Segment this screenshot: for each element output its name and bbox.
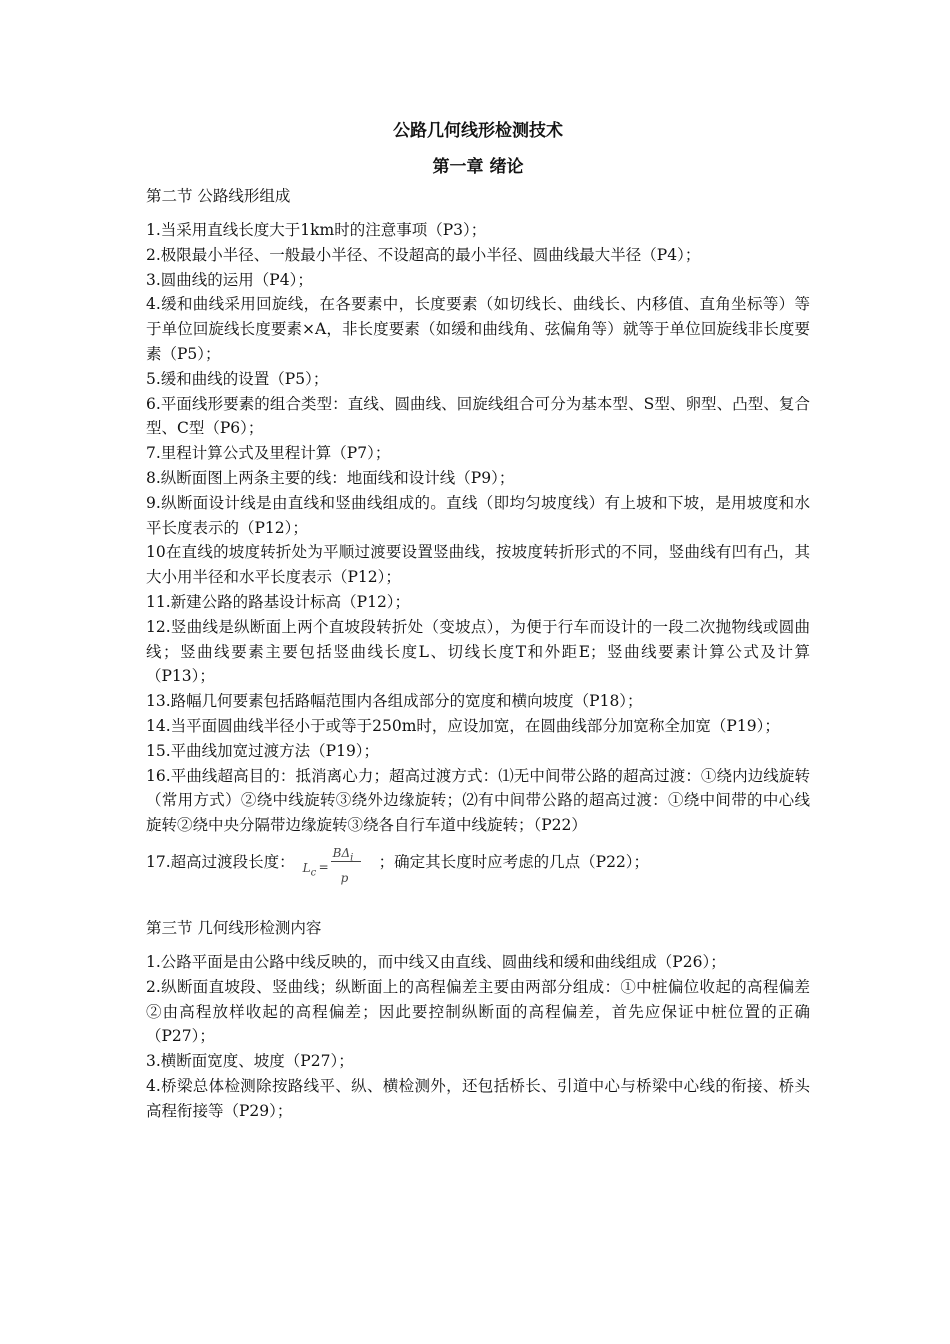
- list-item: 12.竖曲线是纵断面上两个直坡段转折处（变坡点），为便于行车而设计的一段二次抛物线或圆曲线；竖曲线要素主要包括竖曲线长度L、切线长度T和外距E；竖曲线要素计算公式及计算（P13）；: [146, 617, 810, 686]
- transition-length-formula: [303, 839, 373, 885]
- list-item: 14.当平面圆曲线半径小于或等于250m时，应设加宽，在圆曲线部分加宽称全加宽（P19）；: [146, 716, 780, 735]
- list-item: 3.圆曲线的运用（P4）；: [146, 270, 313, 289]
- list-item: 4.缓和曲线采用回旋线，在各要素中，长度要素（如切线长、曲线长、内移值、直角坐标等）等于单位回旋线长度要素×A，非长度要素（如缓和曲线角、弦偏角等）就等于单位回旋线非长度要素（P5）；: [146, 295, 810, 363]
- formula-equals: =: [318, 859, 329, 874]
- list-item: 10在直线的坡度转折处为平顺过渡要设置竖曲线，按坡度转折形式的不同，竖曲线有凹有凸，其大小用半径和水平长度表示（P12）；: [146, 543, 810, 587]
- formula-denominator: p: [340, 870, 349, 885]
- formula-numerator: BΔ: [332, 845, 351, 860]
- formula-lhs: L: [302, 860, 311, 875]
- document-title: 公路几何线形检测技术: [393, 121, 563, 141]
- list-item: 6.平面线形要素的组合类型：直线、圆曲线、回旋线组合可分为基本型、S型、卵型、凸型、复合型、C型（P6）；: [146, 394, 810, 438]
- list-item: 2.极限最小半径、一般最小半径、不设超高的最小半径、圆曲线最大半径（P4）；: [146, 245, 701, 264]
- formula-prefix: 17.超高过渡段长度：: [146, 852, 295, 871]
- list-item: 1.公路平面是由公路中线反映的，而中线又由直线、圆曲线和缓和曲线组成（P26）；: [146, 952, 726, 971]
- document-page: [146, 118, 810, 1124]
- list-item-formula: [146, 838, 810, 886]
- list-item: 15.平曲线加宽过渡方法（P19）；: [146, 741, 380, 760]
- formula-lhs-sub: c: [310, 867, 317, 879]
- list-item: 7.里程计算公式及里程计算（P7）；: [146, 444, 391, 463]
- list-item: 4.桥梁总体检测除按路线平、纵、横检测外，还包括桥长、引道中心与桥梁中心线的衔接、桥头高程衔接等（P29）；: [146, 1076, 810, 1120]
- fraction-bar: [331, 861, 361, 862]
- list-item: 11.新建公路的路基设计标高（P12）；: [146, 592, 411, 611]
- list-item: 5.缓和曲线的设置（P5）；: [146, 369, 329, 388]
- list-item: 3.横断面宽度、坡度（P27）；: [146, 1052, 354, 1071]
- formula-suffix: ；确定其长度时应考虑的几点（P22）；: [378, 852, 650, 871]
- section-3-heading: 第三节 几何线形检测内容: [146, 918, 322, 937]
- section-3-list: [146, 950, 810, 1124]
- list-item: 1.当采用直线长度大于1km时的注意事项（P3）；: [146, 221, 487, 239]
- list-item: 9.纵断面设计线是由直线和竖曲线组成的。直线（即均匀坡度线）有上坡和下坡，是用坡度和水平长度表示的（P12）；: [146, 493, 810, 537]
- formula-numerator-sub: i: [350, 852, 354, 864]
- list-item: 8.纵断面图上两条主要的线：地面线和设计线（P9）；: [146, 468, 515, 487]
- section-2-heading: 第二节 公路线形组成: [146, 187, 291, 205]
- chapter-heading: 第一章 绪论: [432, 157, 524, 177]
- list-item: 13.路幅几何要素包括路幅范围内各组成部分的宽度和横向坡度（P18）；: [146, 692, 643, 711]
- list-item: 16.平曲线超高目的：抵消离心力；超高过渡方式：⑴无中间带公路的超高过渡：①绕内边线旋转（常用方式）②绕中线旋转③绕外边缘旋转；⑵有中间带公路的超高过渡：①绕中间带的中心线旋转②绕中央分隔带边缘旋转③绕各自行车道中线旋转；（P22）: [146, 766, 810, 835]
- section-2-list: [146, 218, 810, 886]
- list-item: 2.纵断面直坡段、竖曲线；纵断面上的高程偏差主要由两部分组成：①中桩偏位收起的高程偏差②由高程放样收起的高程偏差；因此要控制纵断面的高程偏差，首先应保证中桩位置的正确（P27）；: [146, 977, 810, 1046]
